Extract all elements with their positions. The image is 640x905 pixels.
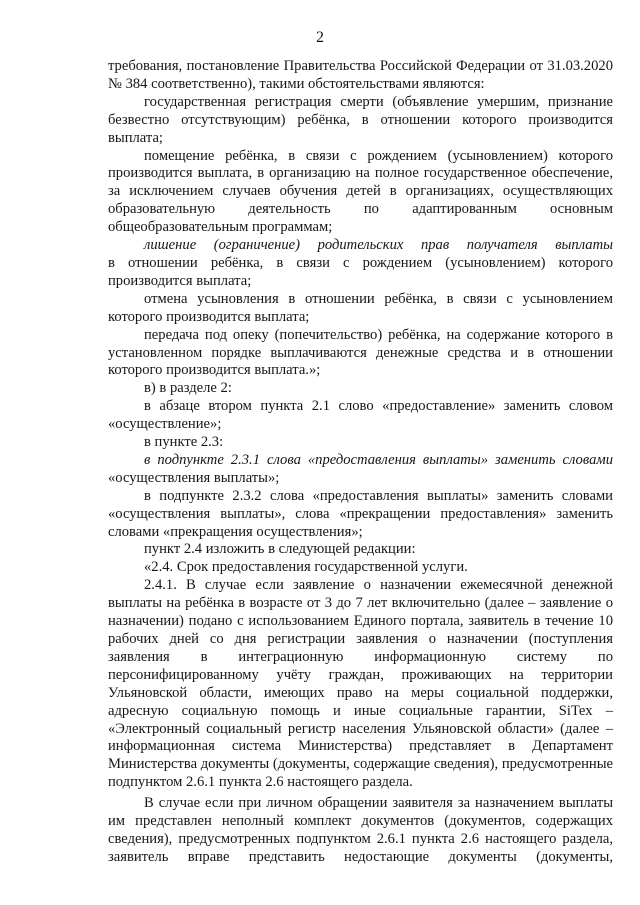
subitem-2-3-1-italic: в подпункте 2.3.1 слова «предоставления выплаты» заменить словами: [144, 451, 613, 468]
paragraph-adoption-cancel: отмена усыновления в отношении ребёнка, в связи с усыновлением которого производится выплата;: [108, 290, 613, 325]
subitem-2-3-1-plain: «осуществления выплаты»;: [108, 469, 280, 486]
paragraph-item-2-1: в абзаце втором пункта 2.1 слово «предоставление» заменить словом «осуществление»;: [108, 398, 613, 433]
paragraph-deprivation-italic: лишение (ограничение) родительских прав получателя выплаты: [144, 237, 613, 254]
paragraph-subitem-2-3-1: [108, 452, 613, 488]
paragraph-2-4-title: «2.4. Срок предоставления государственной услуги.: [144, 559, 468, 576]
paragraph-section-2: в) в разделе 2:: [144, 380, 232, 397]
paragraph-intro: требования, постановление Правительства Российской Федерации от 31.03.2020 № 384 соответственно), такими обстоятельствами являются:: [108, 58, 613, 92]
paragraph-item-2-3: в пункте 2.3:: [144, 434, 224, 451]
document-body: [108, 58, 613, 867]
paragraph-death-registration: государственная регистрация смерти (объявление умершим, признание безвестно отсутствующим) ребёнка, в отношении которого производится выплата;: [108, 93, 613, 146]
paragraph-deprivation-continued: в отношении ребёнка, в связи с рождением (усыновлением) которого производится выплата;: [108, 254, 613, 289]
paragraph-incomplete-set: В случае если при личном обращении заявителя за назначением выплаты им представлен неполный комплект документов (документов, содержащих сведения), предусмотренных подпунктом 2.6.1 пункта 2.6 настоящего раздела, заявитель вправе представить недостающие документы (документы,: [108, 795, 613, 865]
paragraph-item-2-4: пункт 2.4 изложить в следующей редакции:: [144, 541, 416, 558]
paragraph-subitem-2-3-2: в подпункте 2.3.2 слова «предоставления выплаты» заменить словами «осуществления выплаты», слова «прекращении предоставления» заменить словами «прекращения осуществления»;: [108, 487, 613, 540]
paragraph-2-4-1: 2.4.1. В случае если заявление о назначении ежемесячной денежной выплаты на ребёнка в возрасте от 3 до 7 лет включительно (далее – заявление о назначении) подано с использованием Единого портала, заявитель в течение 10 рабочих дней со дня регистрации заявления о назначении (поступления заявления в интеграционную информационную систему по персонифицированному учёту граждан, проживающих на территории Ульяновской области, имеющих право на меры социальной поддержки, адресную социальную помощь и иные социальные гарантии, SiTex – «Электронный социальный регистр населения Ульяновской области» (далее – информационная система Министерства) представляет в Департамент Министерства документы (документы, содержащие сведения), предусмотренные подпунктом 2.6.1 пункта 2.6 настоящего раздела.: [108, 577, 613, 791]
page-number: 2: [316, 29, 324, 46]
paragraph-placement: помещение ребёнка, в связи с рождением (усыновлением) которого производится выплата, в организацию на полное государственное обеспечение, за исключением случаев обучения детей в организациях, осуществляющих образовательную деятельность по адаптированным основным общеобразовательным программам;: [108, 147, 613, 236]
paragraph-guardianship: передача под опеку (попечительство) ребёнка, на содержание которого в установленном порядке выплачиваются денежные средства и в отношении которого производится выплата.»;: [108, 326, 613, 379]
